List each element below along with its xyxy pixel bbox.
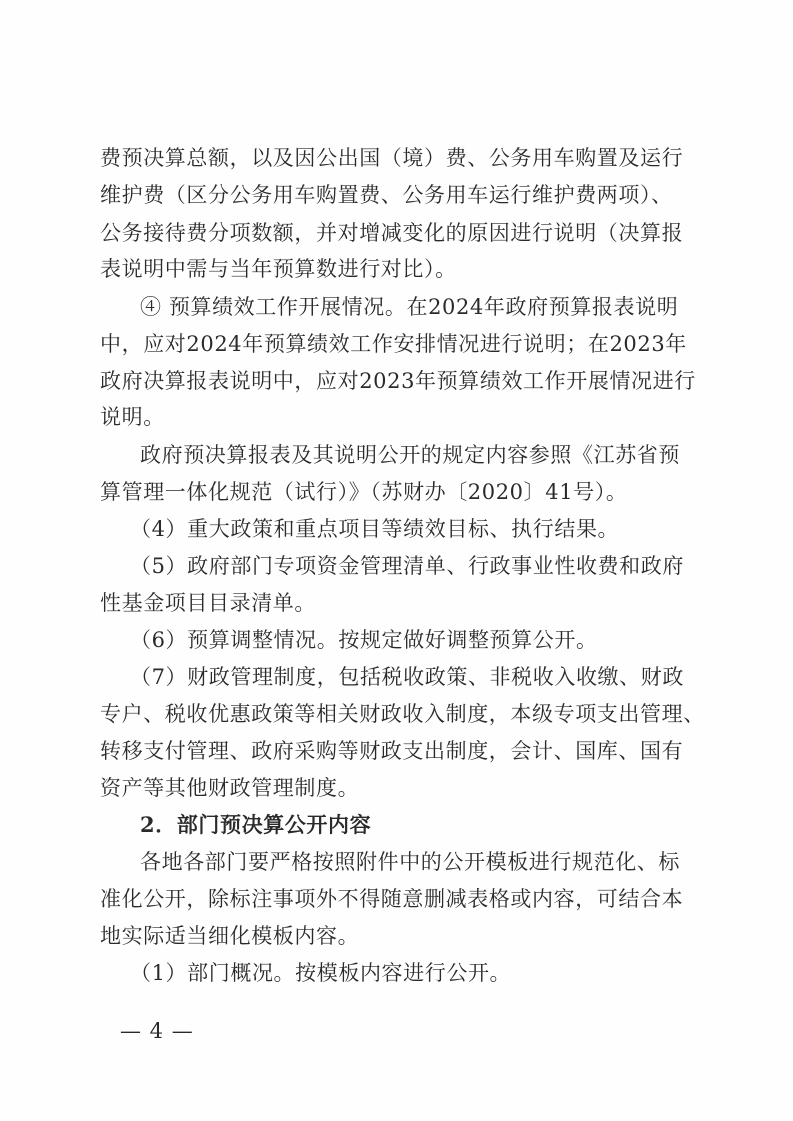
- text-line: 说明。: [100, 405, 165, 429]
- text-line: 政府预决算报表及其说明公开的规定内容参照《江苏省预: [140, 443, 680, 467]
- text-line: （1）部门概况。按模板内容进行公开。: [130, 961, 512, 985]
- text-line: 算管理一体化规范（试行）》（苏财办〔2020〕41号）。: [100, 480, 628, 504]
- text-line: 地实际适当细化模板内容。: [100, 924, 360, 948]
- text-line: 公务接待费分项数额，并对增减变化的原因进行说明（决算报: [100, 221, 684, 245]
- section-heading: 2．部门预决算公开内容: [140, 812, 372, 837]
- text-line: 表说明中需与当年预算数进行对比）。: [100, 257, 457, 281]
- text-line: （6）预算调整情况。按规定做好调整预算公开。: [130, 628, 598, 652]
- text-line: （5）政府部门专项资金管理清单、行政事业性收费和政府: [130, 554, 684, 578]
- text-line: （4）重大政策和重点项目等绩效目标、执行结果。: [130, 517, 620, 541]
- page-number: — 4 —: [120, 1019, 194, 1043]
- text-line: 中，应对2024年预算绩效工作安排情况进行说明；在2023年: [100, 332, 687, 356]
- text-line: 资产等其他财政管理制度。: [100, 776, 360, 800]
- text-line: 各地各部门要严格按照附件中的公开模板进行规范化、标: [140, 850, 680, 874]
- text-line: 专户、税收优惠政策等相关财政收入制度，本级专项支出管理、: [100, 702, 705, 726]
- text-line: 准化公开，除标注事项外不得随意删减表格或内容，可结合本: [100, 887, 684, 911]
- text-line: 费预决算总额，以及因公出国（境）费、公务用车购置及运行: [100, 146, 684, 170]
- text-line: 政府决算报表说明中，应对2023年预算绩效工作开展情况进行: [100, 369, 696, 393]
- text-line: ④ 预算绩效工作开展情况。在2024年政府预算报表说明: [140, 295, 679, 319]
- text-line: 维护费（区分公务用车购置费、公务用车运行维护费两项）、: [100, 183, 673, 207]
- text-line: 性基金项目目录清单。: [100, 591, 316, 615]
- text-line: （7）财政管理制度，包括税收政策、非税收入收缴、财政: [130, 665, 684, 689]
- text-line: 转移支付管理、政府采购等财政支出制度，会计、国库、国有: [100, 739, 684, 763]
